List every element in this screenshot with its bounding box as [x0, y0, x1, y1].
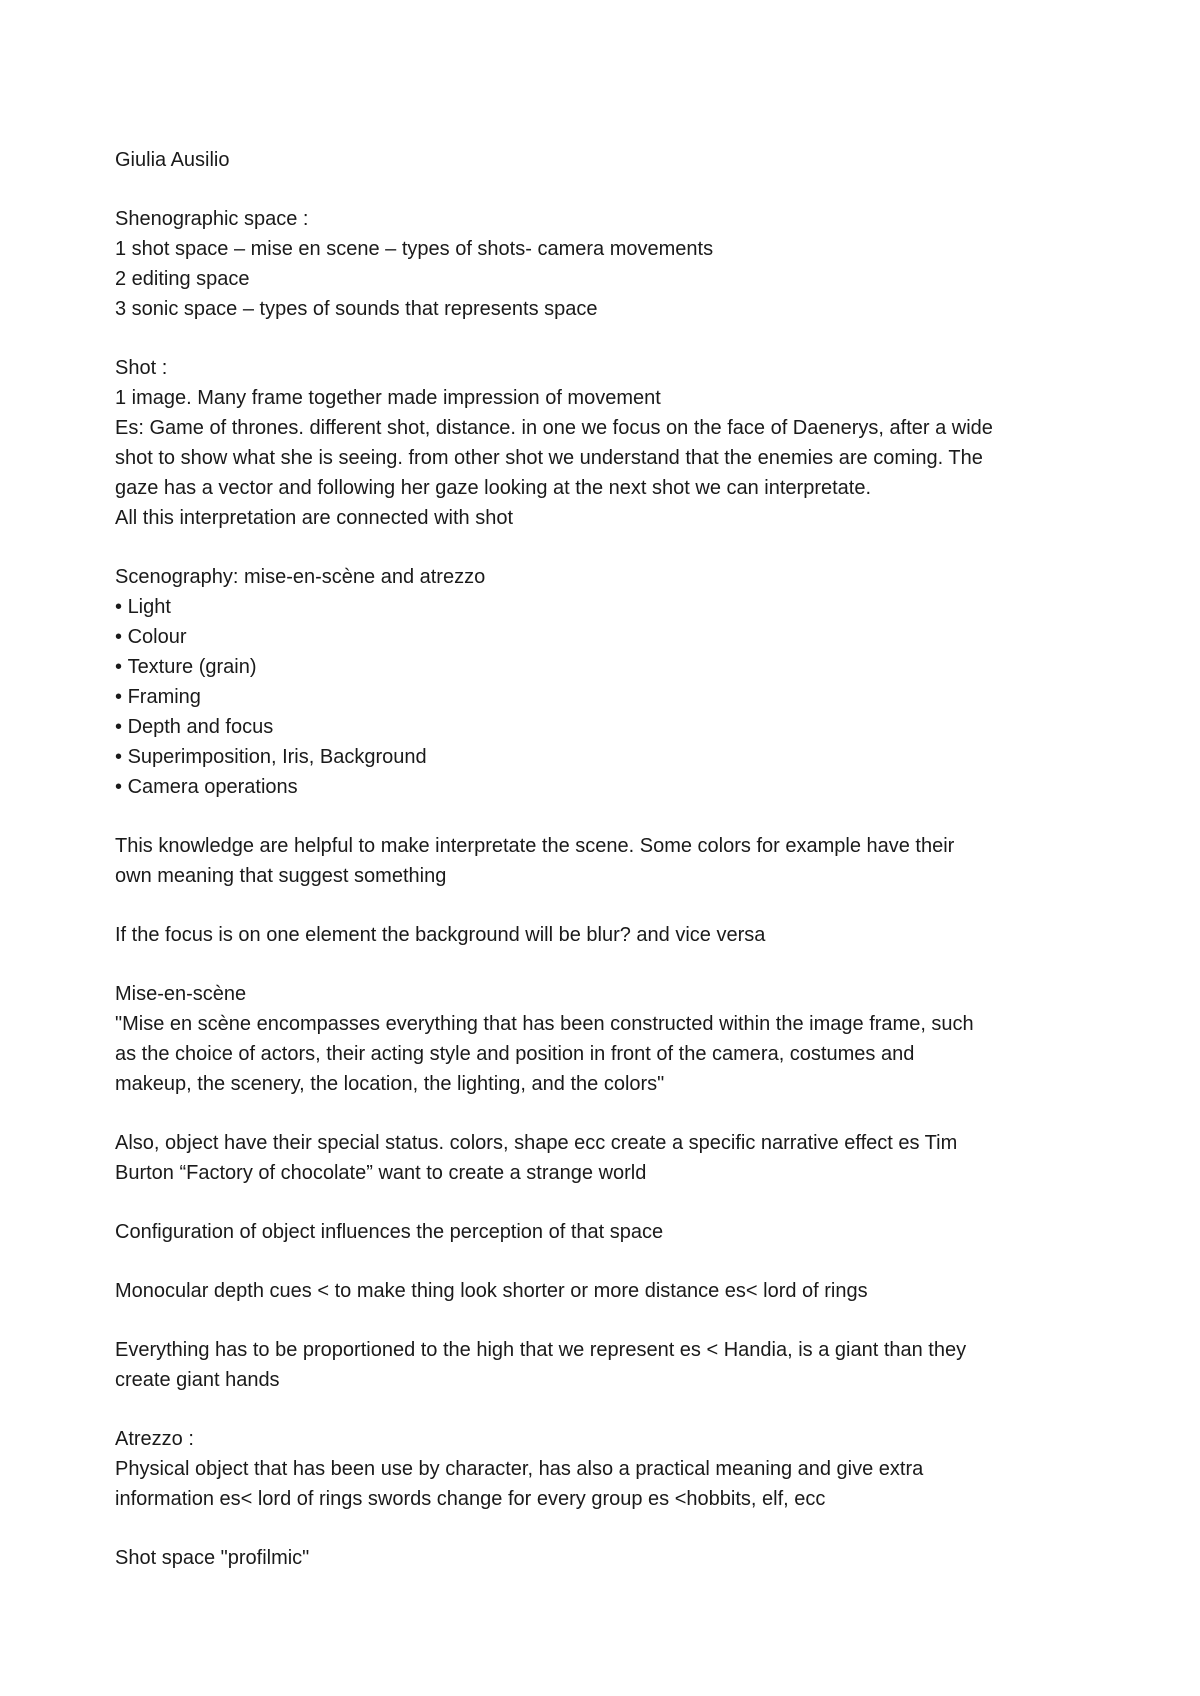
mise-en-scene-heading: Mise-en-scène: [115, 983, 247, 1005]
proportion-line: create giant hands: [115, 1369, 280, 1391]
scenography-heading: Scenography: mise-en-scène and atrezzo: [115, 566, 486, 588]
scenographic-item: 3 sonic space – types of sounds that represents space: [115, 298, 598, 320]
mise-en-scene-quote-line: as the choice of actors, their acting style and position in front of the camera, costumes and: [115, 1043, 915, 1065]
document-body: [115, 145, 1105, 1573]
proportion-line: Everything has to be proportioned to the high that we represent es < Handia, is a giant than they: [115, 1339, 967, 1361]
focus-paragraph: If the focus is on one element the background will be blur? and vice versa: [115, 924, 766, 946]
shot-line: All this interpretation are connected with shot: [115, 507, 513, 529]
mise-en-scene-quote-line: "Mise en scène encompasses everything that has been constructed within the image frame, such: [115, 1013, 974, 1035]
bullet-item: • Colour: [115, 622, 1105, 652]
atrezzo-heading: Atrezzo :: [115, 1428, 194, 1450]
scenographic-item: 1 shot space – mise en scene – types of shots- camera movements: [115, 238, 714, 260]
bullet-item: • Texture (grain): [115, 652, 1105, 682]
bullet-item: • Framing: [115, 682, 1105, 712]
knowledge-line: This knowledge are helpful to make interpretate the scene. Some colors for example have their: [115, 835, 955, 857]
shot-line: 1 image. Many frame together made impression of movement: [115, 387, 661, 409]
shot-example-line: shot to show what she is seeing. from other shot we understand that the enemies are coming. The: [115, 447, 983, 469]
bullet-item: • Superimposition, Iris, Background: [115, 742, 1105, 772]
bullet-item: • Camera operations: [115, 772, 1105, 802]
scenographic-heading: Shenographic space :: [115, 208, 309, 230]
knowledge-line: own meaning that suggest something: [115, 865, 447, 887]
configuration-paragraph: Configuration of object influences the perception of that space: [115, 1221, 664, 1243]
shot-example-line: gaze has a vector and following her gaze looking at the next shot we can interpretate.: [115, 477, 872, 499]
bullet-item: • Light: [115, 592, 1105, 622]
shot-example-line: Es: Game of thrones. different shot, distance. in one we focus on the face of Daenerys, after a wide: [115, 417, 993, 439]
shot-space-heading: Shot space "profilmic": [115, 1547, 310, 1569]
shot-heading: Shot :: [115, 357, 168, 379]
objects-line: Burton “Factory of chocolate” want to create a strange world: [115, 1162, 647, 1184]
objects-line: Also, object have their special status. colors, shape ecc create a specific narrative effect es Tim: [115, 1132, 958, 1154]
atrezzo-line: information es< lord of rings swords change for every group es <hobbits, elf, ecc: [115, 1488, 826, 1510]
scenographic-item: 2 editing space: [115, 268, 250, 290]
monocular-paragraph: Monocular depth cues < to make thing look shorter or more distance es< lord of rings: [115, 1280, 868, 1302]
bullet-item: • Depth and focus: [115, 712, 1105, 742]
author-name: Giulia Ausilio: [115, 149, 230, 171]
mise-en-scene-quote-line: makeup, the scenery, the location, the lighting, and the colors": [115, 1073, 665, 1095]
atrezzo-line: Physical object that has been use by character, has also a practical meaning and give extra: [115, 1458, 924, 1480]
